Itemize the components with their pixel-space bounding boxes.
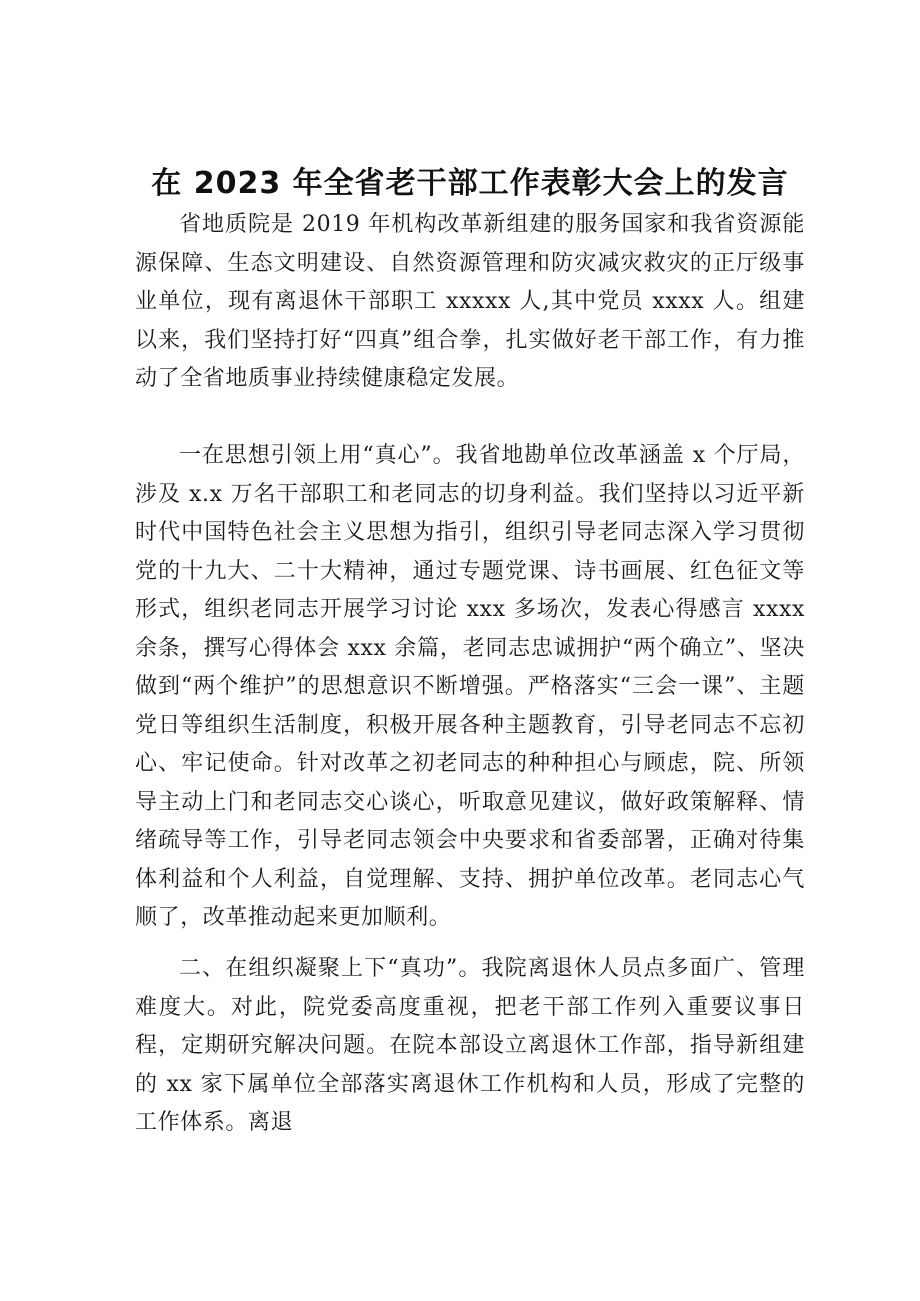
document-title: 在 2023 年全省老干部工作表彰大会上的发言 bbox=[151, 166, 789, 201]
paragraph-thought-guidance: 一在思想引领上用“真心”。我省地勘单位改革涵盖 x 个厅局，涉及 x.x 万名干部职工和老同志的切身利益。我们坚持以习近平新时代中国特色社会主义思想为指引，组织引导老同志深入学习贯彻党的十九大、二十大精神，通过专题党课、诗书画展、红色征文等形式，组织老同志开展学习讨论 xxx 多场次，发表心得感言 xxxx 余条，撰写心得体会 xxx 余篇，老同志忠诚拥护“两个确立”、坚决做到“两个维护”的思想意识不断增强。严格落实“三会一课”、主题党日等组织生活制度，积极开展各种主题教育，引导老同志不忘初心、牢记使命。针对改革之初老同志的种种担心与顾虑，院、所领导主动上门和老同志交心谈心，听取意见建议，做好政策解释、情绪疏导等工作，引导老同志领会中央要求和省委部署，正确对待集体利益和个人利益，自觉理解、支持、拥护单位改革。老同志心气顺了，改革推动起来更加顺利。 bbox=[135, 443, 805, 930]
paragraph-intro: 省地质院是 2019 年机构改革新组建的服务国家和我省资源能源保障、生态文明建设、自然资源管理和防灾减灾救灾的正厅级事业单位，现有离退休干部职工 xxxxx 人,其中党员 xxxx 人。组建以来，我们坚持打好“四真”组合拳，扎实做好老干部工作，有力推动了全省地质事业持续健康稳定发展。 bbox=[135, 212, 805, 391]
paragraph-organization-cohesion: 二、在组织凝聚上下“真功”。我院离退休人员点多面广、管理难度大。对此，院党委高度重视，把老干部工作列入重要议事日程，定期研究解决问题。在院本部设立离退休工作部，指导新组建的 xx 家下属单位全部落实离退休工作机构和人员，形成了完整的工作体系。离退 bbox=[135, 956, 805, 1135]
